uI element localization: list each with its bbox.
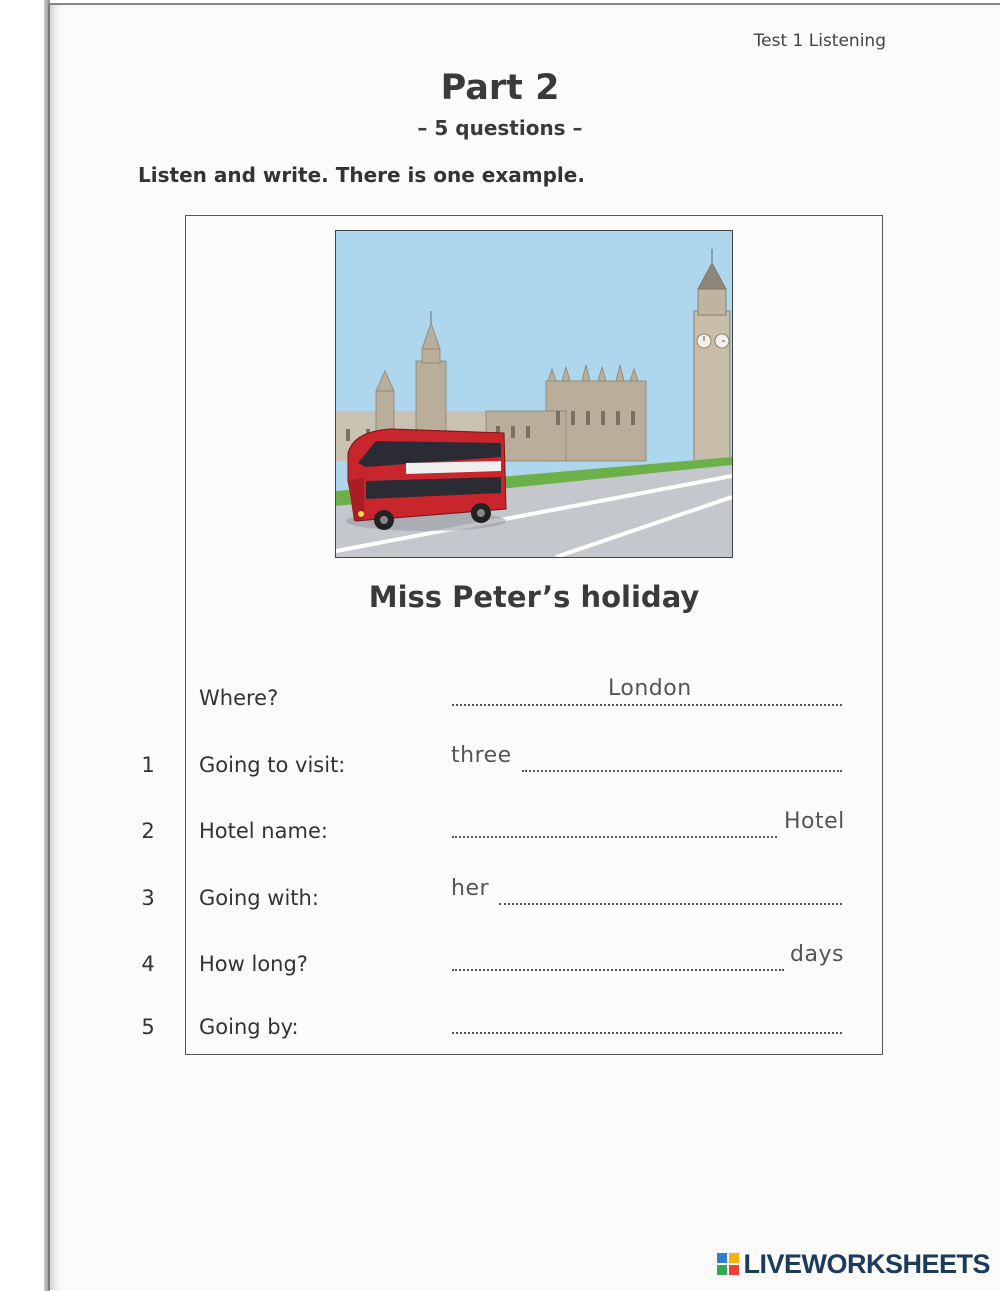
test-label: Test 1 Listening [753, 31, 886, 51]
answer-suffix: Hotel [784, 809, 845, 834]
liveworksheets-logo-icon [717, 1253, 739, 1275]
liveworksheets-logo[interactable] [717, 1249, 990, 1279]
answer-line-5[interactable] [452, 1032, 842, 1034]
question-label: Going with: [199, 886, 319, 910]
london-illustration [335, 230, 733, 558]
question-row-2 [0, 809, 1000, 859]
question-row-3 [0, 876, 1000, 926]
answer-line-4[interactable] [452, 969, 784, 971]
example-row [0, 676, 1000, 726]
question-label: Going to visit: [199, 753, 346, 777]
brand-name: LIVEWORKSHEETS [743, 1248, 990, 1279]
question-number: 5 [141, 1015, 155, 1039]
part-subtitle: – 5 questions – [417, 116, 583, 140]
question-label: How long? [199, 952, 308, 976]
example-answer-line [452, 704, 842, 706]
question-number: 4 [141, 952, 155, 976]
answer-prefix: her [451, 876, 490, 901]
example-answer: London [608, 676, 692, 701]
question-row-4 [0, 942, 1000, 992]
question-number: 3 [141, 886, 155, 910]
question-row-1 [0, 743, 1000, 793]
answer-line-1[interactable] [522, 770, 842, 772]
question-number: 2 [141, 819, 155, 843]
answer-line-3[interactable] [499, 903, 842, 905]
question-label: Going by: [199, 1015, 299, 1039]
question-row-5 [0, 1005, 1000, 1055]
part-title: Part 2 [440, 68, 560, 108]
example-label: Where? [199, 686, 279, 710]
instruction: Listen and write. There is one example. [138, 163, 585, 187]
answer-line-2[interactable] [452, 836, 777, 838]
question-number: 1 [141, 753, 155, 777]
answer-suffix: days [790, 942, 844, 967]
question-label: Hotel name: [199, 819, 328, 843]
worksheet-title: Miss Peter’s holiday [368, 580, 700, 614]
answer-prefix: three [451, 743, 512, 768]
